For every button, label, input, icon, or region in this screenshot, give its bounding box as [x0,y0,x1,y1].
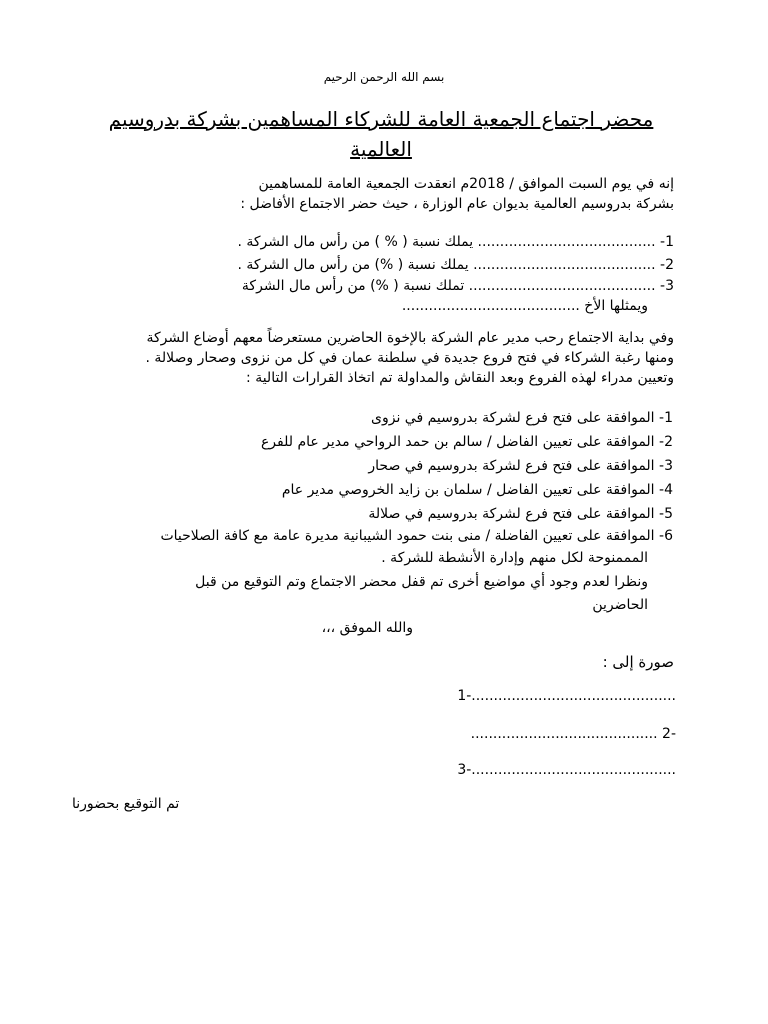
closing-line-2: الحاضرين [592,597,648,613]
attendee-2: 2- ......................................... يملك نسبة ( %) من رأس مال الشركة . [237,257,674,273]
decision-6: 6- الموافقة على تعيين الفاضلة / منى بنت حمود الشيبانية مديرة عامة مع كافة الصلاحيات [160,528,673,544]
decision-1: 1- الموافقة على فتح فرع لشركة بدروسيم في نزوى [371,410,673,426]
opening-line-1: وفي بداية الاجتماع رحب مدير عام الشركة بالإخوة الحاضرين مستعرضاً معهم أوضاع الشركة [146,330,674,346]
decision-5: 5- الموافقة على فتح فرع لشركة بدروسيم في صلالة [368,506,673,522]
copy-line-1: ..............................................-1 [457,688,676,704]
copy-to-heading: صورة إلى : [602,653,674,671]
copy-line-2: -2 .......................................... [470,726,676,742]
decision-4: 4- الموافقة على تعيين الفاضل / سلمان بن زايد الخروصي مدير عام [281,482,673,498]
decision-2: 2- الموافقة على تعيين الفاضل / سالم بن حمد الرواحي مدير عام للفرع [260,434,673,450]
intro-line-2: بشركة بدروسيم العالمية بديوان عام الوزارة ، حيث حضر الاجتماع الأفاضل : [240,196,674,212]
attendee-3-representative: ويمثلها الأخ ........................................ [401,298,648,314]
copy-line-3: ..............................................-3 [457,762,676,778]
attendee-1: 1- ........................................ يملك نسبة ( % ) من رأس مال الشركة . [237,234,674,250]
basmala: بسم الله الرحمن الرحيم [323,70,445,84]
decision-3: 3- الموافقة على فتح فرع لشركة بدروسيم في صحار [368,458,673,474]
opening-line-3: وتعيين مدراء لهذه الفروع وبعد النقاش والمداولة تم اتخاذ القرارات التالية : [246,370,674,386]
decision-6-continued: المممنوحة لكل منهم وإدارة الأنشطة للشركة . [381,550,648,566]
document-title: محضر اجتماع الجمعية العامة للشركاء المساهمين بشركة بدروسيم العالمية [108,107,654,161]
god-bless: والله الموفق ،،، [321,620,413,636]
intro-line-1: إنه في يوم السبت الموافق / 2018م انعقدت الجمعية العامة للمساهمين [258,176,674,192]
opening-line-2: ومنها رغبة الشركاء في فتح فروع جديدة في سلطنة عمان في كل من نزوى وصحار وصلالة . [145,350,674,366]
closing-line-1: ونظرا لعدم وجود أي مواضيع أخرى تم قفل محضر الاجتماع وتم التوقيع من قبل [195,574,648,590]
attendee-3: 3- .......................................... تملك نسبة ( %) من رأس مال الشركة [241,278,674,294]
signed-in-presence: تم التوقيع بحضورنا [72,796,180,812]
